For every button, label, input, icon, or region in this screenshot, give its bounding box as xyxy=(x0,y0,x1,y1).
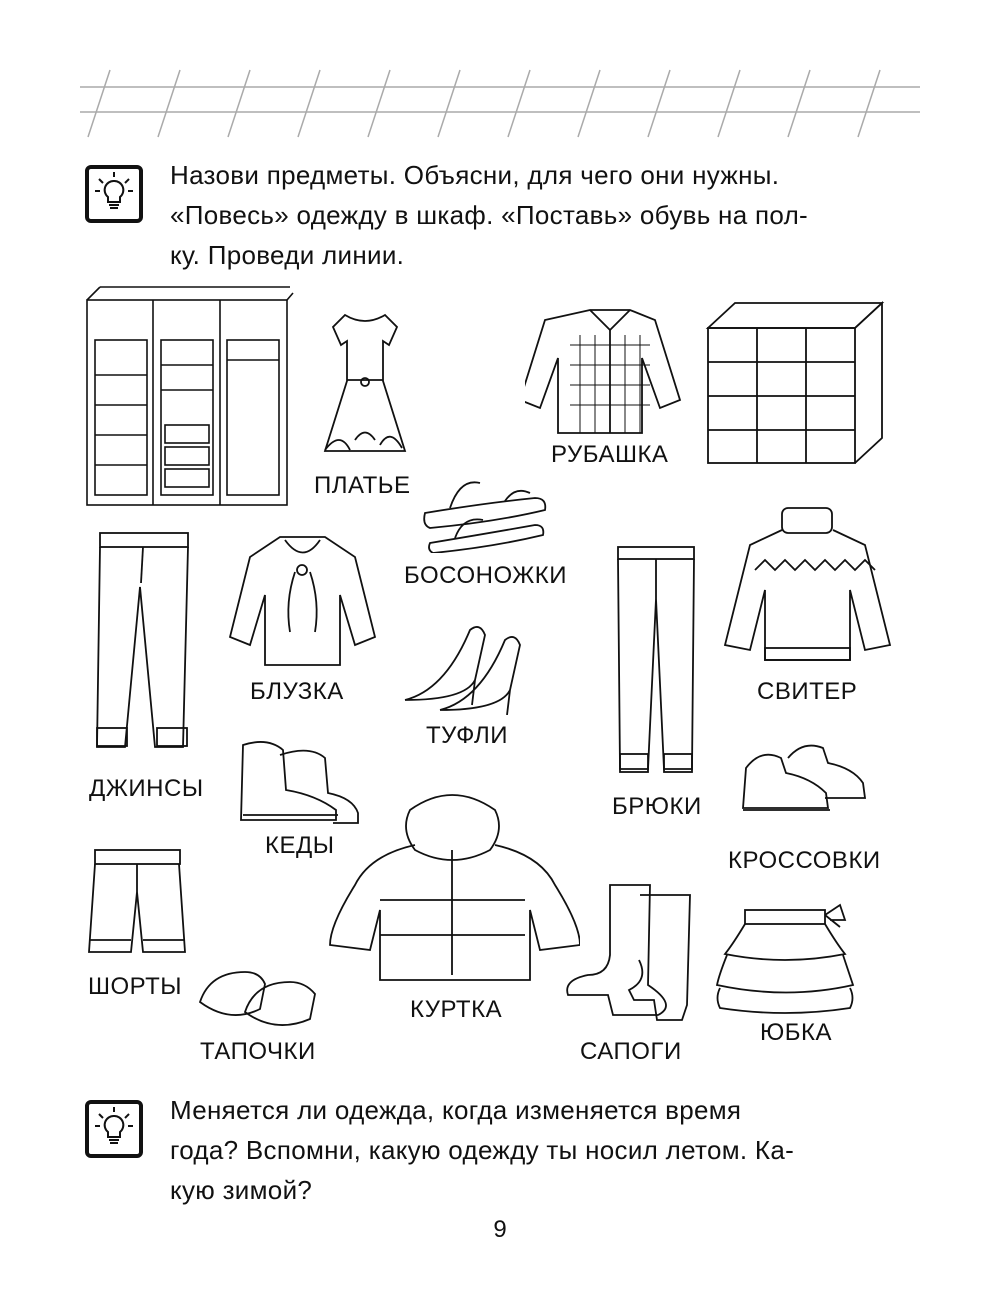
shirt-picture xyxy=(525,305,695,440)
task2-icon-box xyxy=(85,1100,143,1158)
task1-line3: ку. Проведи линии. xyxy=(170,240,405,270)
heels-picture xyxy=(400,615,535,715)
slippers-picture xyxy=(195,962,320,1032)
writing-lines xyxy=(80,65,920,140)
jacket-picture xyxy=(325,785,580,985)
task1-line1: Назови предметы. Объясни, для чего они нужны. xyxy=(170,160,780,190)
label-sandals: БОСОНОЖКИ xyxy=(404,562,567,589)
task2-line2: года? Вспомни, какую одежду ты носил летом. Ка- xyxy=(170,1135,795,1165)
label-blouse: БЛУЗКА xyxy=(250,678,344,705)
sandals-picture xyxy=(420,468,550,553)
task2-line1: Меняется ли одежда, когда изменяется время xyxy=(170,1095,742,1125)
task2-text xyxy=(170,1090,885,1210)
label-shirt: РУБАШКА xyxy=(551,441,669,468)
dress-picture xyxy=(315,310,415,460)
task1-icon-box xyxy=(85,165,143,223)
task1-line2: «Повесь» одежду в шкаф. «Поставь» обувь на пол- xyxy=(170,200,808,230)
label-trousers: БРЮКИ xyxy=(612,793,702,820)
skirt-picture xyxy=(715,900,855,1015)
label-heels: ТУФЛИ xyxy=(426,722,509,749)
trousers-picture xyxy=(610,542,702,787)
label-slippers: ТАПОЧКИ xyxy=(200,1038,316,1065)
label-sweater: СВИТЕР xyxy=(757,678,858,705)
shorts-picture xyxy=(85,845,190,957)
label-jacket: КУРТКА xyxy=(410,996,503,1023)
label-boots: САПОГИ xyxy=(580,1038,682,1065)
wardrobe-icon xyxy=(85,285,295,510)
boots-picture xyxy=(565,880,700,1030)
jeans-picture xyxy=(95,528,195,753)
shoe-shelf-icon xyxy=(705,298,885,468)
label-jeans: ДЖИНСЫ xyxy=(89,775,204,802)
task2-line3: кую зимой? xyxy=(170,1175,313,1205)
lightbulb-icon xyxy=(89,1104,139,1154)
blouse-picture xyxy=(225,532,380,672)
label-shorts: ШОРТЫ xyxy=(88,973,182,1000)
sweater-picture xyxy=(720,500,895,670)
task1-text xyxy=(170,155,885,275)
label-skirt: ЮБКА xyxy=(760,1019,832,1046)
lightbulb-icon xyxy=(89,169,139,219)
label-sneakers: КРОССОВКИ xyxy=(728,847,881,874)
label-dress: ПЛАТЬЕ xyxy=(314,472,411,499)
sneakers-picture xyxy=(738,738,868,828)
label-sneakers-hi: КЕДЫ xyxy=(265,832,335,859)
page-number: 9 xyxy=(493,1216,507,1243)
